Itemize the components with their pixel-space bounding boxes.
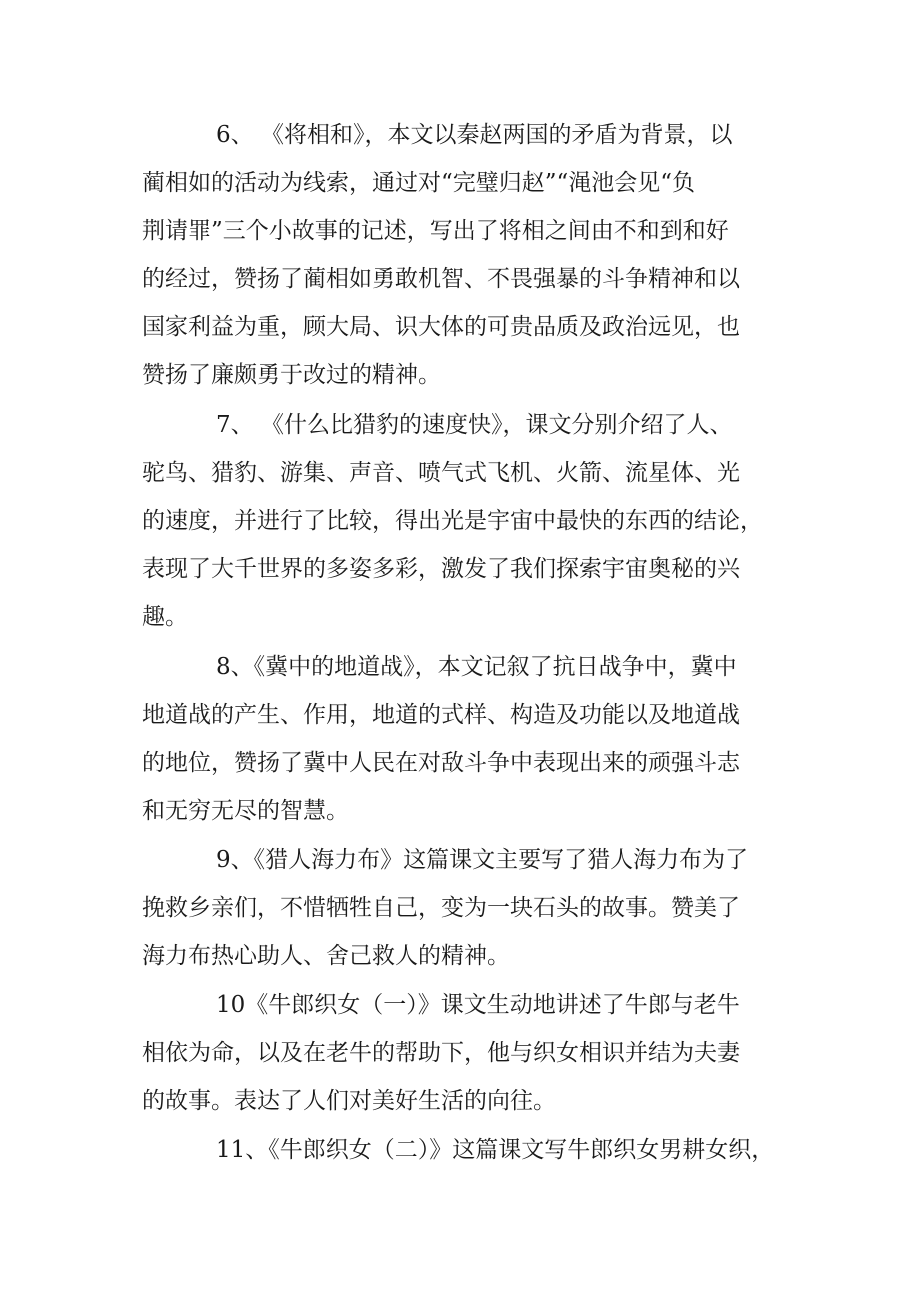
text-line: 9、《猎人海力布》这篇课文主要写了猎人海力布为了	[216, 847, 749, 873]
text-line: 地道战的产生、作用，地道的式样、构造及功能以及地道战	[142, 702, 740, 728]
text-line: 的速度，并进行了比较，得出光是宇宙中最快的东西的结论，	[142, 508, 763, 534]
text-line: 和无穷无尽的智慧。	[142, 798, 349, 824]
text-line: 10《牛郎织女（一）》课文生动地讲述了牛郎与老牛	[216, 992, 740, 1018]
text-line: 海力布热心助人、舍己救人的精神。	[142, 943, 510, 969]
text-line: 的经过，赞扬了蔺相如勇敢机智、不畏强暴的斗争精神和以	[142, 266, 740, 292]
text-line: 的地位，赞扬了冀中人民在对敌斗争中表现出来的顽强斗志	[142, 750, 740, 776]
text-line: 6、 《将相和》，本文以秦赵两国的矛盾为背景，以	[216, 122, 733, 148]
text-line: 国家利益为重，顾大局、识大体的可贵品质及政治远见，也	[142, 314, 740, 340]
text-line: 趣。	[142, 604, 188, 630]
text-line: 荆请罪”三个小故事的记述，写出了将相之间由不和到和好	[142, 218, 729, 244]
text-line: 的故事。表达了人们对美好生活的向往。	[142, 1088, 556, 1114]
text-line: 7、 《什么比猎豹的速度快》，课文分别介绍了人、	[216, 412, 733, 438]
text-line: 赞扬了廉颇勇于改过的精神。	[142, 362, 441, 388]
text-line: 相依为命，以及在老牛的帮助下，他与织女相识并结为夫妻	[142, 1040, 740, 1066]
text-line: 挽救乡亲们，不惜牺牲自己，变为一块石头的故事。赞美了	[142, 895, 740, 921]
text-line: 8、《冀中的地道战》，本文记叙了抗日战争中，冀中	[216, 654, 737, 680]
text-line: 11、《牛郎织女（二）》这篇课文写牛郎织女男耕女织，	[216, 1137, 775, 1163]
text-line: 驼鸟、猎豹、游集、声音、喷气式飞机、火箭、流星体、光	[142, 460, 740, 486]
text-line: 表现了大千世界的多姿多彩，激发了我们探索宇宙奥秘的兴	[142, 556, 740, 582]
text-line: 蔺相如的活动为线索，通过对“完璧归赵”“渑池会见“负	[142, 170, 696, 196]
